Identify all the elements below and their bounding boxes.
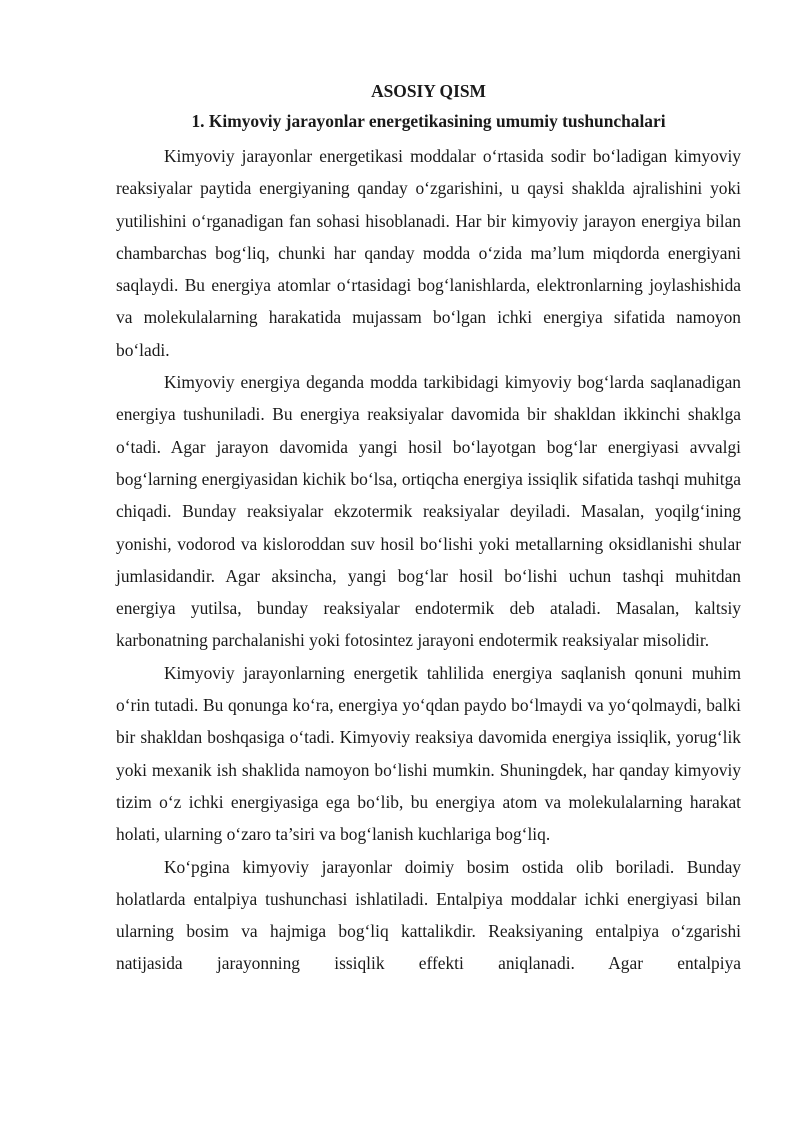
section-heading: 1. Kimyoviy jarayonlar energetikasining umumiy tushunchalari [191, 111, 666, 131]
main-heading: ASOSIY QISM [371, 81, 486, 101]
paragraph-4: Ko‘pgina kimyoviy jarayonlar doimiy bosim ostida olib boriladi. Bunday holatlarda entalpiya tushunchasi ishlatiladi. Entalpiya moddalar ichki energiyasi bilan ularning bosim va hajmiga bog‘liq kattalikdir. Reaksiyaning entalpiya o‘zgarishi natijasida jarayonning issiqlik effekti aniqlanadi. Agar entalpiya [116, 856, 741, 974]
paragraph-3: Kimyoviy jarayonlarning energetik tahlilida energiya saqlanish qonuni muhim o‘rin tutadi. Bu qonunga ko‘ra, energiya yo‘qdan paydo bo‘lmaydi va yo‘qolmaydi, balki bir shakldan boshqasiga o‘tadi. Kimyoviy reaksiya davomida energiya issiqlik, yorug‘lik yoki mexanik ish shaklida namoyon bo‘lishi mumkin. Shuningdek, har qanday kimyoviy tizim o‘z ichki energiyasiga ega bo‘lib, bu energiya atom va molekulalarning harakat holati, ularning o‘zaro ta’siri va bog‘lanish kuchlariga bog‘liq. [116, 662, 741, 845]
paragraph-2: Kimyoviy energiya deganda modda tarkibidagi kimyoviy bog‘larda saqlanadigan energiya tushuniladi. Bu energiya reaksiyalar davomida bir shakldan ikkinchi shaklga o‘tadi. Agar jarayon davomida yangi hosil bo‘layotgan bog‘lar energiyasi avvalgi bog‘larning energiyasidan kichik bo‘lsa, ortiqcha energiya issiqlik sifatida tashqi muhitga chiqadi. Bunday reaksiyalar ekzotermik reaksiyalar deyiladi. Masalan, yoqilg‘ining yonishi, vodorod va kisloroddan suv hosil bo‘lishi yoki metallarning oksidlanishi shular jumlasidandir. Agar aksincha, yangi bog‘lar hosil bo‘lishi uchun tashqi muhitdan energiya yutilsa, bunday reaksiyalar endotermik deb ataladi. Masalan, kaltsiy karbonatning parchalanishi yoki fotosintez jarayoni endotermik reaksiyalar misolidir. [116, 372, 741, 651]
paragraph-1: Kimyoviy jarayonlar energetikasi moddalar o‘rtasida sodir bo‘ladigan kimyoviy reaksiyalar paytida energiyaning qanday o‘zgarishini, u qaysi shaklda ajralishini yoki yutilishini o‘rganadigan fan sohasi hisoblanadi. Har bir kimyoviy jarayon energiya bilan chambarchas bog‘liq, chunki har qanday modda o‘zida ma’lum miqdorda energiyani saqlaydi. Bu energiya atomlar o‘rtasidagi bog‘lanishlarda, elektronlarning joylashishida va molekulalarning harakatida mujassam bo‘lgan ichki energiya sifatida namoyon bo‘ladi. [116, 146, 741, 360]
document-page [116, 75, 741, 980]
